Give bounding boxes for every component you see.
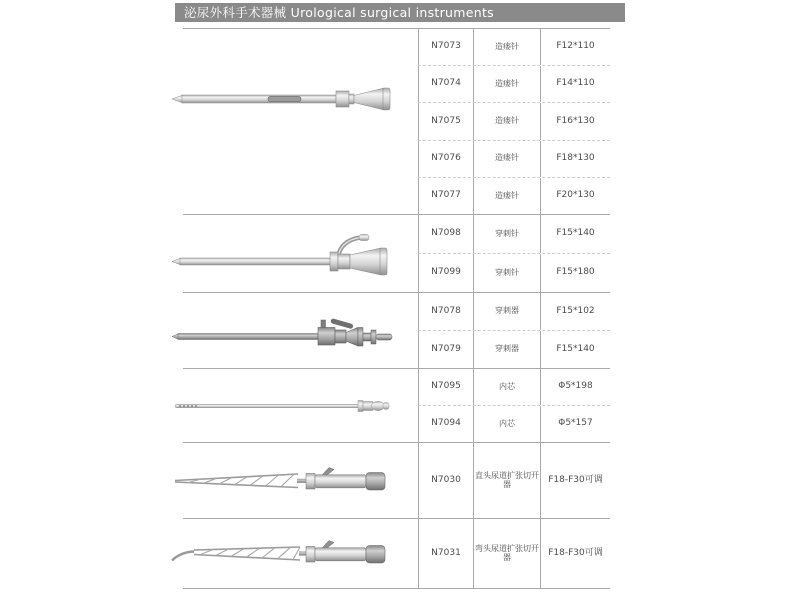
table-row xyxy=(418,140,610,177)
instrument-image-cell xyxy=(183,293,418,368)
product-group-trocar xyxy=(183,293,610,369)
table-row xyxy=(418,330,610,368)
name-cell: 内芯 xyxy=(473,406,540,442)
spec-cell: F15*140 xyxy=(540,331,610,368)
spec-cell: Φ5*157 xyxy=(540,406,610,442)
name-cell: 造瘘针 xyxy=(473,103,540,139)
name-cell: 内芯 xyxy=(473,369,540,405)
inner-core-image xyxy=(170,399,402,413)
instrument-image-cell xyxy=(183,519,418,588)
table-row xyxy=(418,519,610,588)
spec-cell: F15*102 xyxy=(540,293,610,330)
name-cell: 穿刺针 xyxy=(473,215,540,253)
instrument-image-cell xyxy=(183,215,418,292)
name-cell: 穿刺器 xyxy=(473,293,540,330)
spec-cell: F15*180 xyxy=(540,254,610,292)
table-row xyxy=(418,29,610,65)
model-cell: N7031 xyxy=(418,519,473,588)
model-cell: N7073 xyxy=(418,29,473,65)
spec-cell: F12*110 xyxy=(540,29,610,65)
name-cell: 造瘘针 xyxy=(473,141,540,177)
spec-cell: F20*130 xyxy=(540,178,610,214)
model-cell: N7099 xyxy=(418,254,473,292)
table-row xyxy=(418,215,610,253)
spec-cell: F18*130 xyxy=(540,141,610,177)
page-header xyxy=(175,3,625,22)
spec-cell: Φ5*198 xyxy=(540,369,610,405)
page-title: 泌尿外科手术器械 Urological surgical instruments xyxy=(184,5,494,20)
model-cell: N7098 xyxy=(418,215,473,253)
table-row xyxy=(418,177,610,214)
puncture-needle-image xyxy=(170,231,402,277)
spec-cell: F14*110 xyxy=(540,66,610,102)
product-group-straight-dilator xyxy=(183,443,610,519)
name-cell: 弯头尿道扩张切开器 xyxy=(473,519,540,588)
table-row xyxy=(418,443,610,518)
model-cell: N7079 xyxy=(418,331,473,368)
instrument-image-cell xyxy=(183,369,418,442)
table-row xyxy=(418,65,610,102)
name-cell: 穿刺针 xyxy=(473,254,540,292)
spec-cell: F18-F30可调 xyxy=(540,519,610,588)
model-cell: N7077 xyxy=(418,178,473,214)
name-cell: 穿刺器 xyxy=(473,331,540,368)
instrument-image-cell xyxy=(183,443,418,518)
nephrostomy-needle-image xyxy=(170,85,402,113)
table-row xyxy=(418,102,610,139)
model-cell: N7076 xyxy=(418,141,473,177)
spec-cell: F16*130 xyxy=(540,103,610,139)
product-group-curved-dilator xyxy=(183,519,610,589)
model-cell: N7095 xyxy=(418,369,473,405)
model-cell: N7030 xyxy=(418,443,473,518)
straight-urethral-dilator-cutter-image xyxy=(170,464,402,498)
name-cell: 直头尿道扩张切开器 xyxy=(473,443,540,518)
table-row xyxy=(418,405,610,442)
model-cell: N7094 xyxy=(418,406,473,442)
product-group-nephrostomy-needle xyxy=(183,29,610,215)
curved-urethral-dilator-cutter-image xyxy=(170,536,402,572)
table-row xyxy=(418,253,610,292)
model-cell: N7074 xyxy=(418,66,473,102)
table-row xyxy=(418,369,610,405)
product-group-inner-core xyxy=(183,369,610,443)
name-cell: 造瘘针 xyxy=(473,29,540,65)
model-cell: N7075 xyxy=(418,103,473,139)
model-cell: N7078 xyxy=(418,293,473,330)
trocar-image xyxy=(170,311,402,351)
product-group-puncture-needle xyxy=(183,215,610,293)
spec-cell: F15*140 xyxy=(540,215,610,253)
table-row xyxy=(418,293,610,330)
spec-cell: F18-F30可调 xyxy=(540,443,610,518)
name-cell: 造瘘针 xyxy=(473,178,540,214)
instrument-image-cell xyxy=(183,29,418,214)
name-cell: 造瘘针 xyxy=(473,66,540,102)
instruments-table xyxy=(183,28,610,589)
